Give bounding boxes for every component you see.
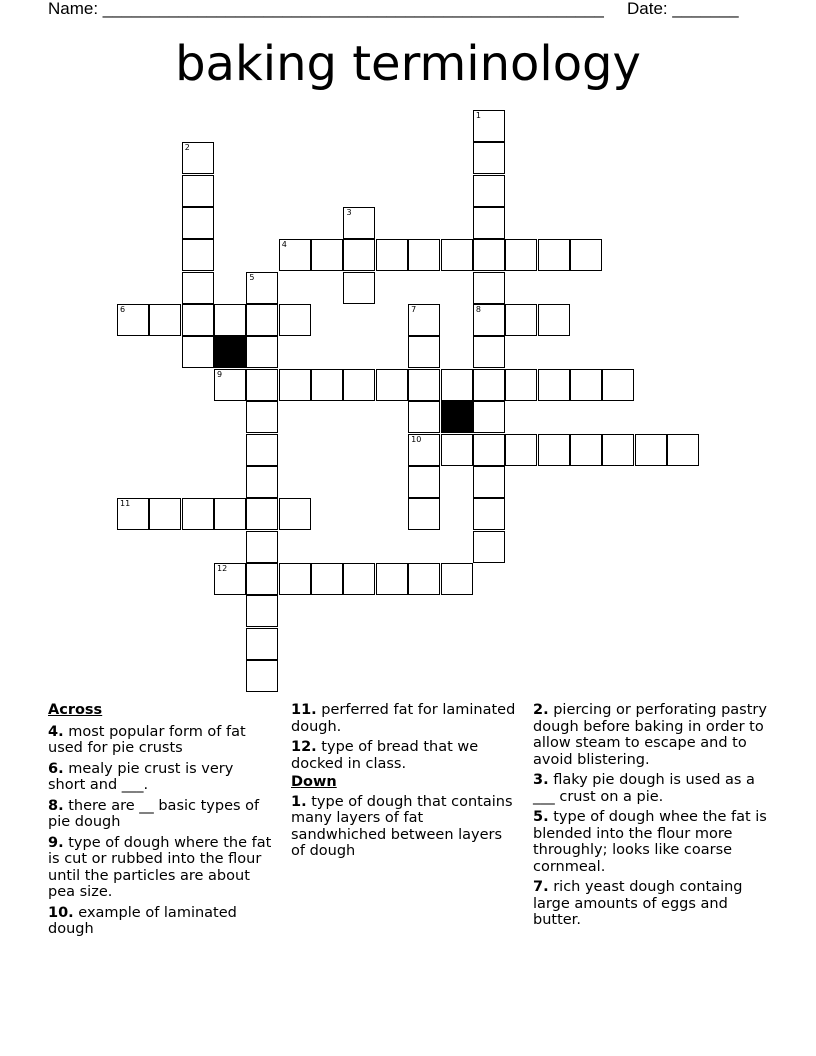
clue-number: 4: [281, 240, 287, 250]
grid-cell[interactable]: [246, 531, 278, 563]
grid-cell[interactable]: [602, 369, 634, 401]
grid-cell[interactable]: [473, 336, 505, 368]
across-clue-6: 6. mealy pie crust is very short and ___.: [48, 760, 234, 793]
grid-cell[interactable]: [441, 239, 473, 271]
grid-cell[interactable]: [246, 272, 278, 304]
grid-cell[interactable]: [441, 563, 473, 595]
grid-cell[interactable]: [505, 434, 537, 466]
grid-cell[interactable]: [538, 239, 570, 271]
across-clue-4: 4. most popular form of fat used for pie crusts: [48, 723, 246, 756]
grid-cell[interactable]: [182, 207, 214, 239]
grid-cell[interactable]: [343, 563, 375, 595]
clue-number: 12: [217, 563, 228, 573]
down-heading: Down: [291, 774, 337, 790]
grid-cell[interactable]: [246, 401, 278, 433]
across-clue-12: 12. type of bread that we docked in class.: [291, 739, 479, 772]
grid-cell[interactable]: [505, 369, 537, 401]
grid-cell[interactable]: [246, 498, 278, 530]
grid-cell[interactable]: [246, 369, 278, 401]
grid-cell[interactable]: [408, 401, 440, 433]
grid-cell[interactable]: [473, 466, 505, 498]
grid-cell[interactable]: [246, 563, 278, 595]
grid-cell[interactable]: [538, 369, 570, 401]
grid-cell[interactable]: [149, 498, 181, 530]
grid-cell[interactable]: [441, 369, 473, 401]
grid-cell[interactable]: [182, 272, 214, 304]
date-field-label: Date: _______: [627, 0, 739, 18]
grid-cell[interactable]: [408, 498, 440, 530]
grid-cell[interactable]: [214, 369, 246, 401]
clue-number: 2: [184, 143, 190, 153]
grid-cell[interactable]: [473, 498, 505, 530]
grid-cell[interactable]: [214, 304, 246, 336]
across-clue-9: 9. type of dough where the fat is cut or rubbed into the flour until the particles are about pea size.: [48, 834, 272, 900]
across-clue-10: 10. example of laminated dough: [48, 904, 237, 937]
grid-cell[interactable]: [408, 336, 440, 368]
grid-cell[interactable]: [182, 175, 214, 207]
grid-cell[interactable]: [182, 336, 214, 368]
down-clue-3: 3. flaky pie dough is used as a ___ crust on a pie.: [533, 772, 755, 805]
grid-cell[interactable]: [279, 304, 311, 336]
grid-cell[interactable]: [246, 304, 278, 336]
grid-cell[interactable]: [343, 239, 375, 271]
grid-cell[interactable]: [343, 207, 375, 239]
grid-cell[interactable]: [117, 498, 149, 530]
clue-number: 7: [411, 305, 417, 315]
grid-cell[interactable]: [408, 239, 440, 271]
grid-cell[interactable]: [408, 466, 440, 498]
grid-cell[interactable]: [602, 434, 634, 466]
grid-cell[interactable]: [505, 304, 537, 336]
name-field-label: Name: _____________________________________________________: [48, 0, 604, 18]
black-cell: [441, 401, 473, 433]
grid-cell[interactable]: [311, 369, 343, 401]
across-clue-8: 8. there are __ basic types of pie dough: [48, 797, 260, 830]
clue-number: 9: [217, 369, 223, 379]
grid-cell[interactable]: [538, 304, 570, 336]
grid-cell[interactable]: [246, 336, 278, 368]
clue-number: 8: [475, 305, 481, 315]
grid-cell[interactable]: [376, 369, 408, 401]
clue-number: 5: [249, 272, 255, 282]
grid-cell[interactable]: [473, 142, 505, 174]
grid-cell[interactable]: [473, 369, 505, 401]
clue-number: 10: [411, 434, 422, 444]
clues-column-3: [533, 702, 768, 933]
grid-cell[interactable]: [570, 239, 602, 271]
grid-cell[interactable]: [343, 272, 375, 304]
grid-cell[interactable]: [214, 498, 246, 530]
clue-number: 11: [120, 499, 131, 509]
grid-cell[interactable]: [667, 434, 699, 466]
grid-cell[interactable]: [441, 434, 473, 466]
grid-cell[interactable]: [182, 239, 214, 271]
grid-cell[interactable]: [343, 369, 375, 401]
down-clue-7: 7. rich yeast dough containg large amounts of eggs and butter.: [533, 879, 743, 928]
grid-cell[interactable]: [473, 239, 505, 271]
grid-cell[interactable]: [376, 563, 408, 595]
grid-cell[interactable]: [473, 304, 505, 336]
grid-cell[interactable]: [182, 498, 214, 530]
clues-column-1: [48, 702, 273, 942]
grid-cell[interactable]: [538, 434, 570, 466]
grid-cell[interactable]: [311, 239, 343, 271]
grid-cell[interactable]: [570, 434, 602, 466]
grid-cell[interactable]: [279, 498, 311, 530]
grid-cell[interactable]: [473, 207, 505, 239]
grid-cell[interactable]: [279, 563, 311, 595]
grid-cell[interactable]: [473, 434, 505, 466]
grid-cell[interactable]: [408, 304, 440, 336]
grid-cell[interactable]: [408, 369, 440, 401]
down-clue-2: 2. piercing or perforating pastry dough before baking in order to allow steam to escape and to avoid blistering.: [533, 702, 767, 768]
grid-cell[interactable]: [214, 563, 246, 595]
grid-cell[interactable]: [246, 434, 278, 466]
page-title: baking terminology: [175, 36, 641, 92]
grid-cell[interactable]: [505, 239, 537, 271]
grid-cell[interactable]: [246, 466, 278, 498]
grid-cell[interactable]: [182, 142, 214, 174]
grid-cell[interactable]: [570, 369, 602, 401]
grid-cell[interactable]: [376, 239, 408, 271]
across-heading: Across: [48, 702, 103, 718]
across-clue-11: 11. perferred fat for laminated dough.: [291, 702, 516, 735]
clue-number: 6: [120, 305, 126, 315]
down-clue-5: 5. type of dough whee the fat is blended into the flour more throughly; looks like coarse cornmeal.: [533, 809, 767, 875]
clues-column-2: [291, 702, 519, 864]
grid-cell[interactable]: [473, 272, 505, 304]
down-clue-1: 1. type of dough that contains many layers of fat sandwhiched between layers of dough: [291, 793, 513, 859]
grid-cell[interactable]: [246, 595, 278, 627]
grid-cell[interactable]: [473, 401, 505, 433]
grid-cell[interactable]: [279, 369, 311, 401]
grid-cell[interactable]: [408, 434, 440, 466]
clue-number: 1: [475, 111, 481, 120]
grid-cell[interactable]: [473, 531, 505, 563]
grid-cell[interactable]: [246, 660, 278, 692]
grid-cell[interactable]: [473, 110, 505, 142]
black-cell: [214, 336, 246, 368]
grid-cell[interactable]: [279, 239, 311, 271]
grid-cell[interactable]: [635, 434, 667, 466]
grid-cell[interactable]: [473, 175, 505, 207]
grid-cell[interactable]: [246, 628, 278, 660]
grid-cell[interactable]: [149, 304, 181, 336]
grid-cell[interactable]: [117, 304, 149, 336]
grid-cell[interactable]: [182, 304, 214, 336]
clue-number: 3: [346, 208, 352, 218]
grid-cell[interactable]: [408, 563, 440, 595]
grid-cell[interactable]: [311, 563, 343, 595]
